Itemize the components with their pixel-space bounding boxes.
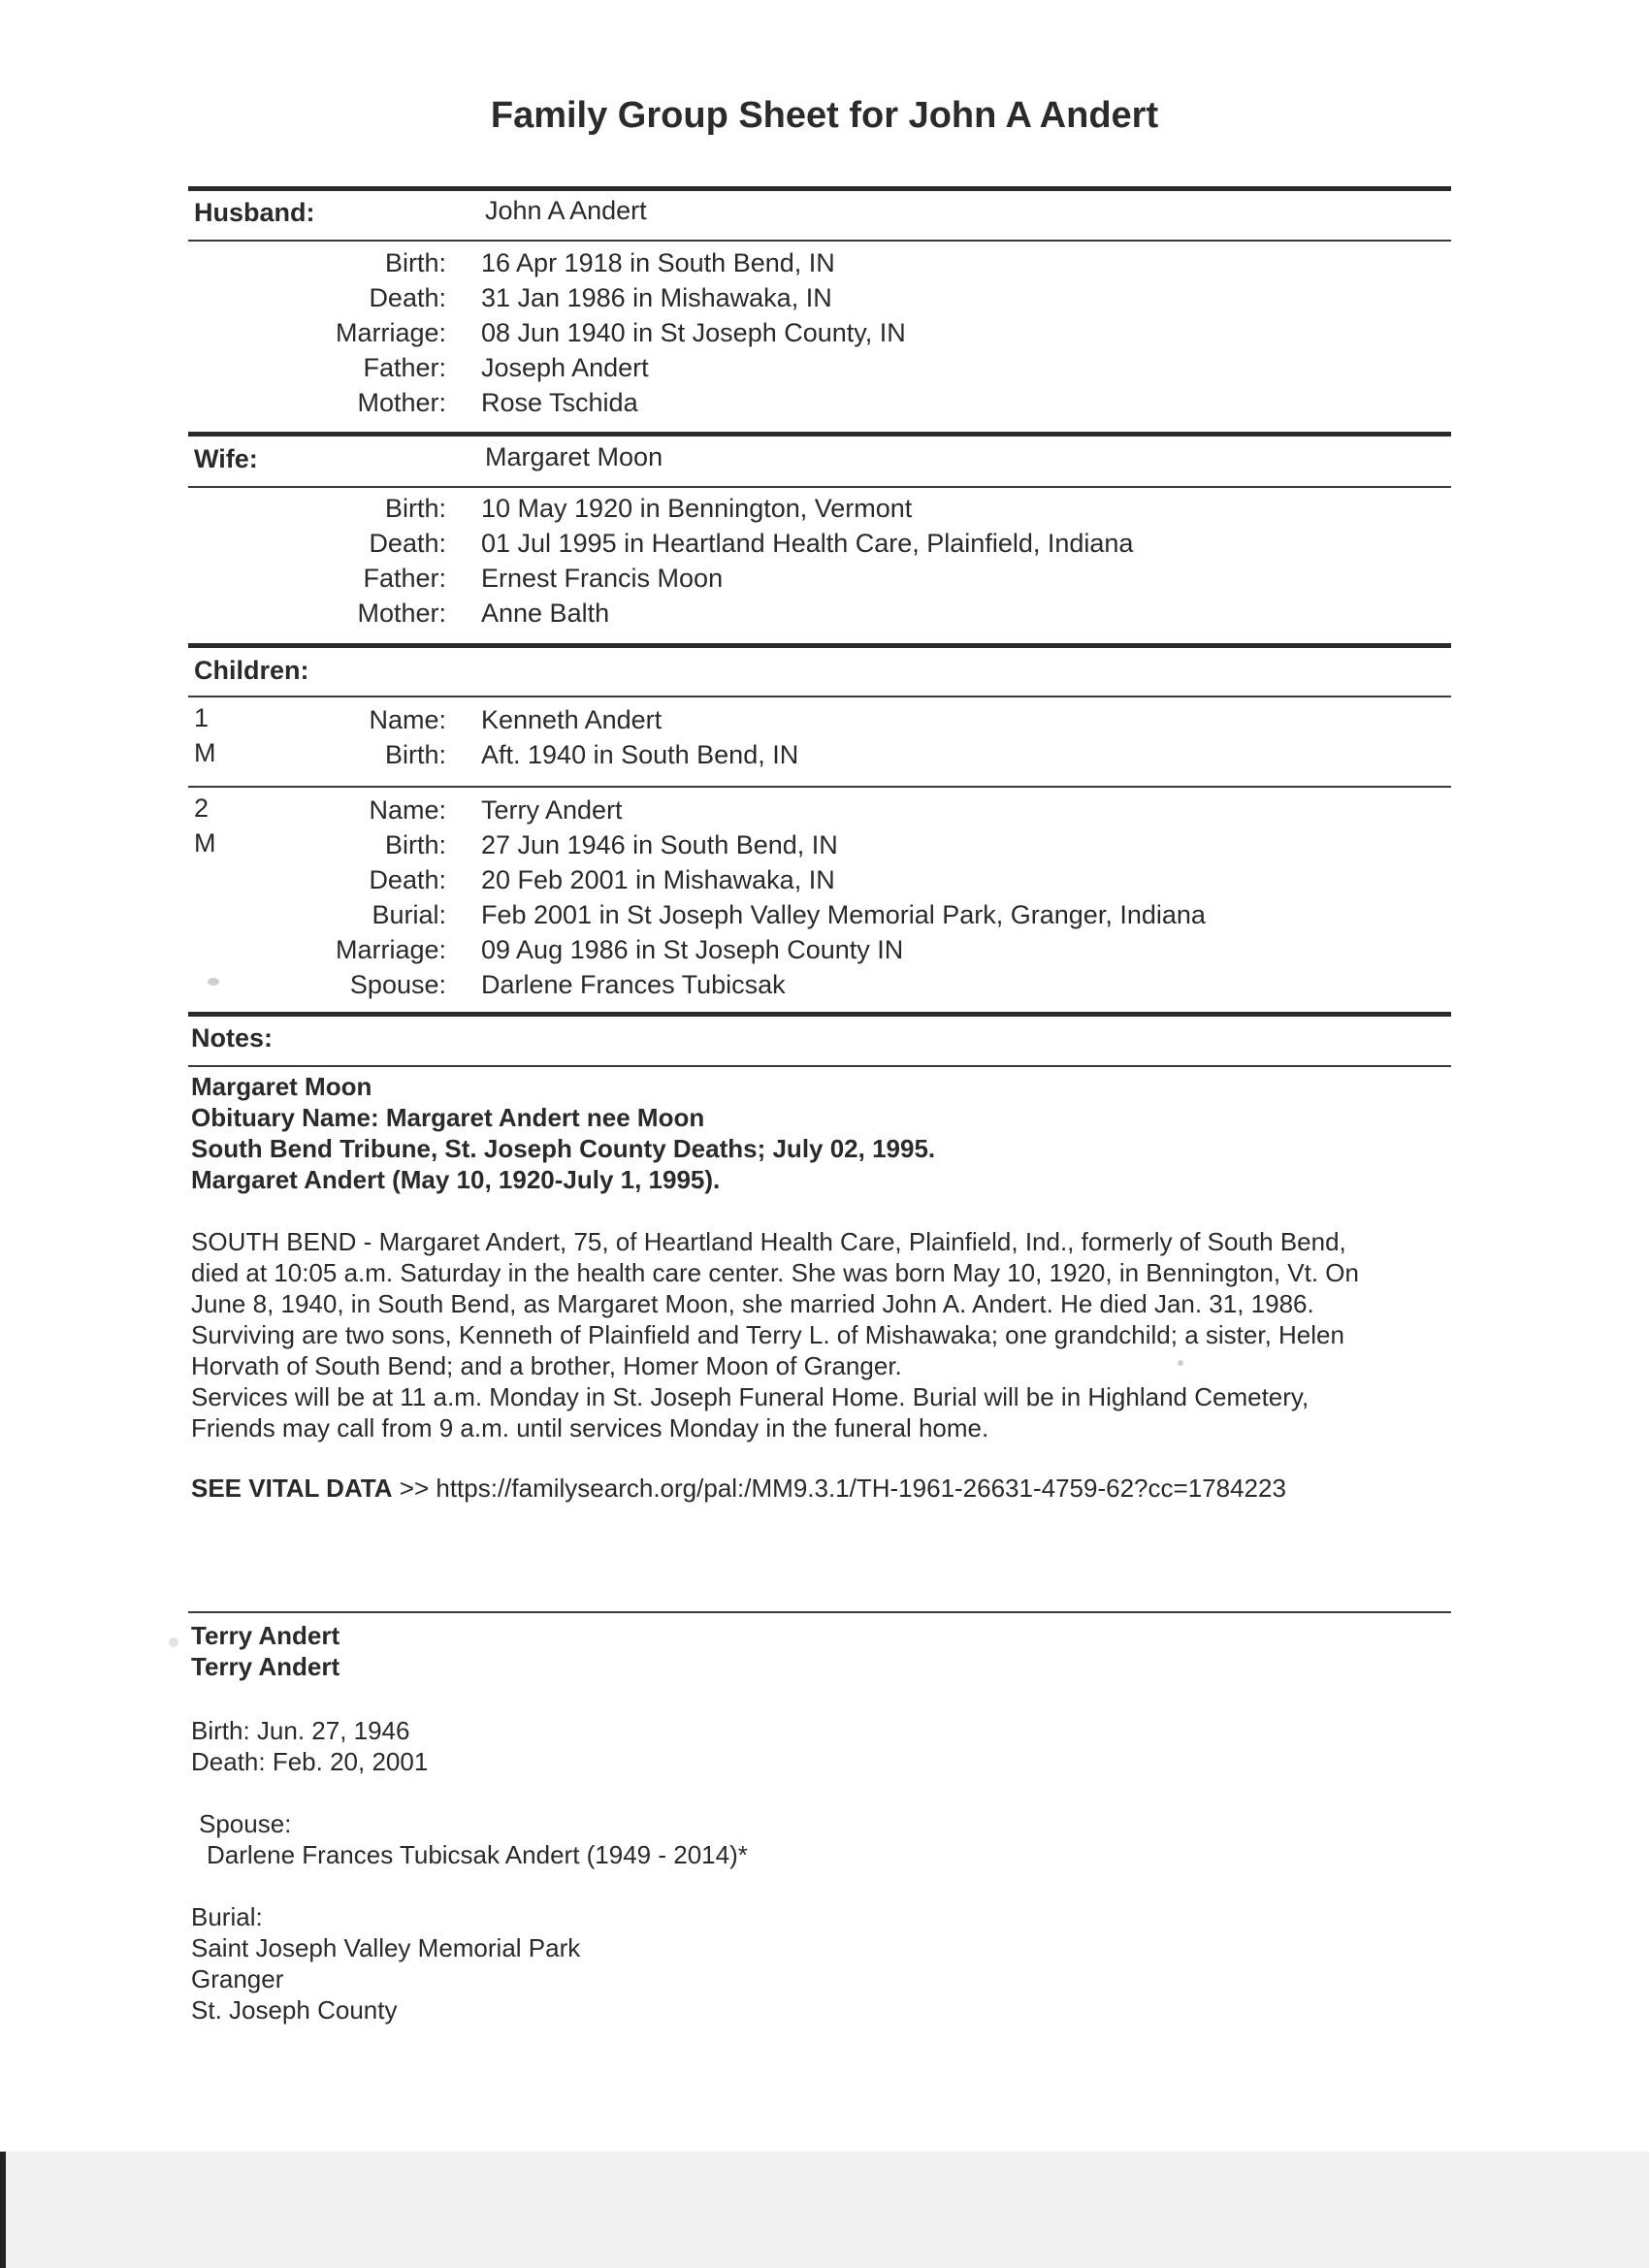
child-sex: M xyxy=(194,828,216,858)
obituary-name: Obituary Name: Margaret Andert nee Moon xyxy=(191,1103,705,1132)
memorial-birth: Birth: Jun. 27, 1946 xyxy=(191,1716,410,1745)
divider-thick xyxy=(188,432,1451,437)
husband-name: John A Andert xyxy=(485,196,647,225)
fact-value: 16 Apr 1918 in South Bend, IN xyxy=(481,248,835,277)
notes-label: Notes: xyxy=(191,1023,274,1053)
obituary-dates: Margaret Andert (May 10, 1920-July 1, 1995). xyxy=(191,1165,721,1194)
divider-thin xyxy=(188,486,1451,488)
fact-value: Ernest Francis Moon xyxy=(481,564,724,593)
child-2-name-row xyxy=(0,795,1649,830)
fact-value: Rose Tschida xyxy=(481,388,638,417)
child-1-name-row xyxy=(0,705,1649,740)
scan-speck xyxy=(208,978,219,986)
husband-label: Husband: xyxy=(194,198,315,227)
fact-value: Darlene Frances Tubicsak xyxy=(481,970,786,999)
divider-thick xyxy=(188,1012,1451,1017)
fact-label: Death: xyxy=(369,865,446,894)
fact-label: Name: xyxy=(369,795,446,825)
child-2-marriage-row xyxy=(0,935,1649,970)
vital-data-line xyxy=(191,1473,1452,1504)
child-1-birth-row xyxy=(0,740,1649,775)
fact-value: Joseph Andert xyxy=(481,353,649,382)
fact-value: 27 Jun 1946 in South Bend, IN xyxy=(481,830,838,859)
fact-value: 10 May 1920 in Bennington, Vermont xyxy=(481,494,913,523)
vital-data-link[interactable]: https://familysearch.org/pal:/MM9.3.1/TH-1961-26631-4759-62?cc=1784223 xyxy=(436,1474,1286,1503)
child-sex: M xyxy=(194,738,216,767)
fact-label: Spouse: xyxy=(349,970,446,999)
obituary-line: died at 10:05 a.m. Saturday in the health care center. She was born May 10, 1920, in Bennington, Vt. On xyxy=(191,1258,1359,1287)
obituary-line: June 8, 1940, in South Bend, as Margaret Moon, she married John A. Andert. He died Jan. 31, 1986. xyxy=(191,1289,1314,1318)
child-number: 2 xyxy=(194,794,210,823)
wife-name: Margaret Moon xyxy=(485,442,663,471)
fact-label: Burial: xyxy=(372,900,446,929)
obituary-line: SOUTH BEND - Margaret Andert, 75, of Heartland Health Care, Plainfield, Ind., formerly of South Bend, xyxy=(191,1227,1346,1256)
fact-label: Mother: xyxy=(357,388,446,417)
divider-thick xyxy=(188,186,1451,191)
fact-label: Mother: xyxy=(357,599,446,628)
husband-death-row xyxy=(0,283,1649,318)
husband-father-row xyxy=(0,353,1649,388)
divider-thin xyxy=(188,1611,1451,1613)
divider-thin xyxy=(188,696,1451,697)
fact-value: Kenneth Andert xyxy=(481,705,663,734)
fact-label: Marriage: xyxy=(335,935,446,964)
memorial-burial-line: St. Joseph County xyxy=(191,1995,398,2025)
scan-bottom-edge xyxy=(0,2152,1649,2268)
wife-death-row xyxy=(0,529,1649,564)
divider-thin xyxy=(188,1065,1451,1067)
margaret-obituary-note xyxy=(191,1071,1452,1504)
memorial-burial-line: Saint Joseph Valley Memorial Park xyxy=(191,1933,581,1962)
fact-label: Death: xyxy=(369,529,446,558)
fact-label: Name: xyxy=(369,705,446,734)
memorial-burial-label: Burial: xyxy=(191,1902,263,1931)
child-2-burial-row xyxy=(0,900,1649,935)
child-2-birth-row xyxy=(0,830,1649,865)
obituary-line: Surviving are two sons, Kenneth of Plainfield and Terry L. of Mishawaka; one grandchild; a sister, Helen xyxy=(191,1320,1344,1349)
memorial-death: Death: Feb. 20, 2001 xyxy=(191,1747,429,1776)
fact-label: Birth: xyxy=(384,740,446,769)
note-heading: Margaret Moon xyxy=(191,1072,372,1101)
memorial-spouse-value[interactable]: Darlene Frances Tubicsak Andert (1949 - 2014)* xyxy=(207,1840,748,1869)
memorial-burial-line: Granger xyxy=(191,1964,284,1993)
fact-label: Father: xyxy=(363,353,446,382)
fact-label: Death: xyxy=(369,283,446,312)
child-2-spouse-row xyxy=(0,970,1649,1005)
husband-marriage-row xyxy=(0,318,1649,353)
scan-left-edge xyxy=(0,2152,6,2268)
child-2-death-row xyxy=(0,865,1649,900)
obituary-line: Services will be at 11 a.m. Monday in St. Joseph Funeral Home. Burial will be in Highland Cemetery, xyxy=(191,1382,1310,1411)
wife-mother-row xyxy=(0,599,1649,633)
fact-label: Birth: xyxy=(384,494,446,523)
children-label: Children: xyxy=(194,656,309,685)
note-subheading: Terry Andert xyxy=(191,1652,340,1681)
fact-value: 01 Jul 1995 in Heartland Health Care, Plainfield, Indiana xyxy=(481,529,1134,558)
obituary-line: Horvath of South Bend; and a brother, Homer Moon of Granger. xyxy=(191,1351,902,1380)
obituary-line: Friends may call from 9 a.m. until services Monday in the funeral home. xyxy=(191,1413,989,1442)
note-heading: Terry Andert xyxy=(191,1621,340,1650)
divider-thick xyxy=(188,643,1451,648)
divider-thin xyxy=(188,786,1451,788)
child-number: 1 xyxy=(194,703,210,732)
fact-value: 20 Feb 2001 in Mishawaka, IN xyxy=(481,865,835,894)
fact-value: Feb 2001 in St Joseph Valley Memorial Park, Granger, Indiana xyxy=(481,900,1206,929)
terry-memorial-note xyxy=(191,1620,1452,2025)
wife-father-row xyxy=(0,564,1649,599)
fact-value: 09 Aug 1986 in St Joseph County IN xyxy=(481,935,904,964)
wife-birth-row xyxy=(0,494,1649,529)
fact-value: 31 Jan 1986 in Mishawaka, IN xyxy=(481,283,832,312)
memorial-spouse-label: Spouse: xyxy=(199,1809,292,1838)
fact-label: Marriage: xyxy=(335,318,446,347)
wife-label: Wife: xyxy=(194,444,258,473)
obituary-source: South Bend Tribune, St. Joseph County Deaths; July 02, 1995. xyxy=(191,1134,936,1163)
fact-value: Terry Andert xyxy=(481,795,623,825)
fact-label: Birth: xyxy=(384,830,446,859)
vital-data-label: SEE VITAL DATA xyxy=(191,1474,393,1503)
fact-value: 08 Jun 1940 in St Joseph County, IN xyxy=(481,318,906,347)
husband-birth-row xyxy=(0,248,1649,283)
husband-mother-row xyxy=(0,388,1649,423)
fact-value: Aft. 1940 in South Bend, IN xyxy=(481,740,799,769)
fact-label: Birth: xyxy=(384,248,446,277)
divider-thin xyxy=(188,240,1451,242)
fact-value: Anne Balth xyxy=(481,599,610,628)
page-title: Family Group Sheet for John A Andert xyxy=(490,95,1159,136)
scan-speck xyxy=(169,1637,178,1647)
vital-data-arrow: >> xyxy=(392,1474,436,1503)
fact-label: Father: xyxy=(363,564,446,593)
scan-speck xyxy=(1178,1360,1183,1366)
